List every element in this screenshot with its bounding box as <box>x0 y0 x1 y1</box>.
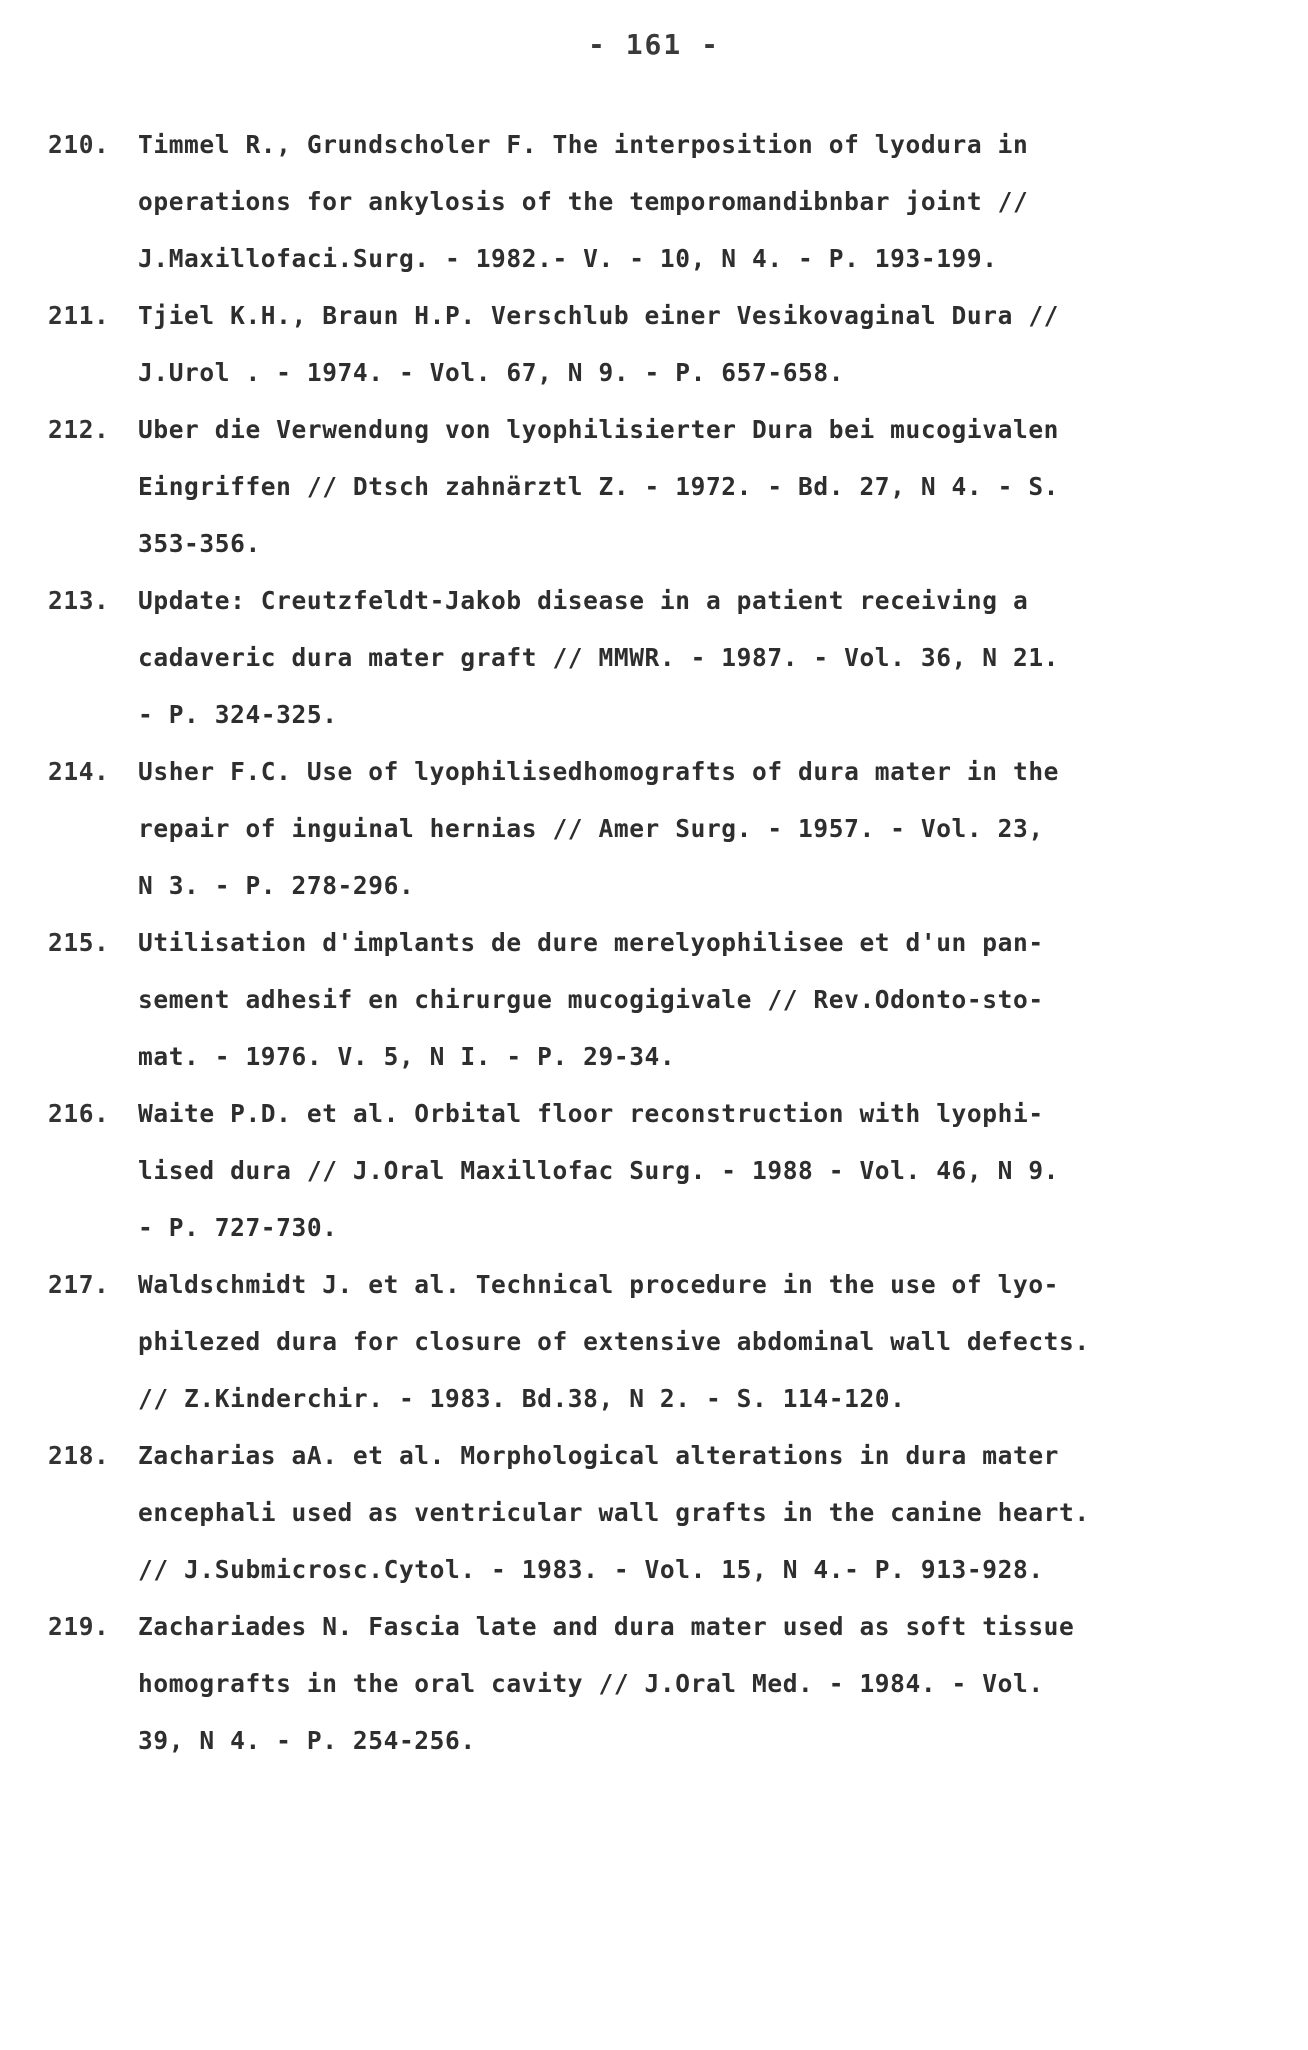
reference-line: Waldschmidt J. et al. Technical procedure in the use of lyo- <box>138 1270 1060 1299</box>
reference-line: Uber die Verwendung von lyophilisierter Dura bei mucogivalen <box>138 415 1060 444</box>
reference-line: philezed dura for closure of extensive abdominal wall defects. <box>138 1327 1090 1356</box>
reference-number: 219. <box>48 1612 110 1641</box>
reference-line: sement adhesif en chirurgue mucogigivale // Rev.Odonto-sto- <box>138 985 1044 1014</box>
reference-item <box>48 287 1278 401</box>
reference-number: 216. <box>48 1099 110 1128</box>
reference-line: encephali used as ventricular wall grafts in the canine heart. <box>138 1498 1090 1527</box>
reference-line: operations for ankylosis of the temporomandibnbar joint // <box>138 187 1029 216</box>
reference-line: Zacharias aA. et al. Morphological alterations in dura mater <box>138 1441 1060 1470</box>
reference-number: 212. <box>48 415 110 444</box>
reference-line: 353-356. <box>138 529 261 558</box>
reference-line: Utilisation d'implants de dure merelyophilisee et d'un pan- <box>138 928 1044 957</box>
reference-item <box>48 1085 1278 1256</box>
reference-item <box>48 572 1278 743</box>
reference-line: cadaveric dura mater graft // MMWR. - 1987. - Vol. 36, N 21. <box>138 643 1060 672</box>
reference-line: N 3. - P. 278-296. <box>138 871 415 900</box>
reference-line: Zachariades N. Fascia late and dura mater used as soft tissue <box>138 1612 1075 1641</box>
reference-item <box>48 914 1278 1085</box>
reference-line: Usher F.C. Use of lyophilisedhomografts of dura mater in the <box>138 757 1060 786</box>
reference-line: Timmel R., Grundscholer F. The interposition of lyodura in <box>138 130 1029 159</box>
reference-number: 211. <box>48 301 110 330</box>
reference-line: 39, N 4. - P. 254-256. <box>138 1726 476 1755</box>
reference-line: J.Urol . - 1974. - Vol. 67, N 9. - P. 657-658. <box>138 358 845 387</box>
reference-line: Tjiel K.H., Braun H.P. Verschlub einer Vesikovaginal Dura // <box>138 301 1060 330</box>
reference-number: 213. <box>48 586 110 615</box>
reference-line: Waite P.D. et al. Orbital floor reconstruction with lyophi- <box>138 1099 1044 1128</box>
reference-number: 214. <box>48 757 110 786</box>
reference-line: - P. 324-325. <box>138 700 338 729</box>
reference-line: mat. - 1976. V. 5, N I. - P. 29-34. <box>138 1042 676 1071</box>
reference-line: // Z.Kinderchir. - 1983. Bd.38, N 2. - S. 114-120. <box>138 1384 906 1413</box>
reference-list <box>48 116 1278 1769</box>
reference-item <box>48 401 1278 572</box>
reference-line: // J.Submicrosc.Cytol. - 1983. - Vol. 15, N 4.- P. 913-928. <box>138 1555 1044 1584</box>
reference-line: Update: Creutzfeldt-Jakob disease in a patient receiving a <box>138 586 1029 615</box>
page-number: - 161 - <box>587 28 720 61</box>
reference-item <box>48 743 1278 914</box>
reference-line: J.Maxillofaci.Surg. - 1982.- V. - 10, N 4. - P. 193-199. <box>138 244 998 273</box>
reference-number: 217. <box>48 1270 110 1299</box>
reference-number: 210. <box>48 130 110 159</box>
reference-number: 218. <box>48 1441 110 1470</box>
reference-line: - P. 727-730. <box>138 1213 338 1242</box>
reference-item <box>48 1256 1278 1427</box>
reference-line: repair of inguinal hernias // Amer Surg. - 1957. - Vol. 23, <box>138 814 1044 843</box>
reference-number: 215. <box>48 928 110 957</box>
reference-line: lised dura // J.Oral Maxillofac Surg. - 1988 - Vol. 46, N 9. <box>138 1156 1060 1185</box>
reference-line: homografts in the oral cavity // J.Oral Med. - 1984. - Vol. <box>138 1669 1044 1698</box>
reference-item <box>48 116 1278 287</box>
reference-item <box>48 1598 1278 1769</box>
reference-line: Eingriffen // Dtsch zahnärztl Z. - 1972. - Bd. 27, N 4. - S. <box>138 472 1060 501</box>
reference-item <box>48 1427 1278 1598</box>
